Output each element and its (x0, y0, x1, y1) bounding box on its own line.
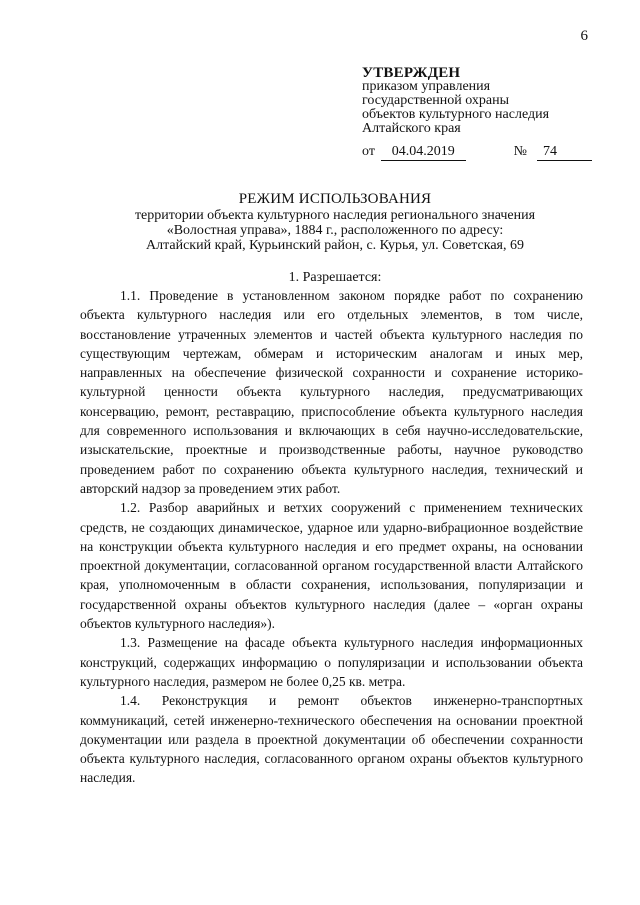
paragraph-1-3: 1.3. Размещение на фасаде объекта культурного наследия информационных конструкций, содержащих информацию о популяризации и использовании объекта культурного наследия, размером не более 0,25 кв. метра. (80, 635, 583, 689)
document-subtitle-line: территории объекта культурного наследия регионального значения (134, 208, 536, 223)
approval-heading: УТВЕРЖДЕН (362, 65, 461, 81)
document-title-block (80, 192, 590, 253)
page-number: 6 (580, 28, 588, 44)
approval-line: приказом управления (362, 79, 491, 94)
number-label: № (513, 144, 528, 159)
document-subtitle-line: Алтайский край, Курьинский район, с. Курья, ул. Советская, 69 (146, 238, 524, 253)
date-prefix: от (362, 144, 375, 159)
approval-line: объектов культурного наследия (362, 107, 550, 122)
approval-line: Алтайского края (362, 121, 461, 136)
paragraph-1-2: 1.2. Разбор аварийных и ветхих сооружений с применением технических средств, не создающих динамическое, ударное или ударно-вибрационное воздействие на конструкции объекта культурного наследия и его предмет охраны, на основании проектной документации, согласованной органом государственной власти Алтайского края, уполномоченным в области сохранения, использования, популяризации и государственной охраны объектов культурного наследия (далее – «орган охраны объектов культурного наследия»). (80, 500, 583, 632)
approval-date: 04.04.2019 (381, 144, 466, 161)
document-subtitle-line: «Волостная управа», 1884 г., расположенного по адресу: (166, 223, 504, 238)
paragraph-1-4: 1.4. Реконструкция и ремонт объектов инженерно-транспортных коммуникаций, сетей инженерно-технического обеспечения на основании проектной документации или раздела в проектной документации об обеспечении сохранности объекта культурного наследия, согласованного органом охраны объектов культурного наследия. (80, 693, 583, 786)
paragraph-1-1: 1.1. Проведение в установленном законом порядке работ по сохранению объекта культурного наследия или его отдельных элементов, в том числе, восстановление утраченных элементов и частей объекта культурного наследия по существующим чертежам, обмерам и историческим аналогам и иных мер, направленных на обеспечение физической сохранности и сохранение историко-культурной ценности объекта культурного наследия, предусматривающих консервацию, ремонт, реставрацию, приспособление объекта культурного наследия для современного использования и включающих в себя научно-исследовательские, изыскательские, проектные и производственные работы, научное руководство проведением работ по сохранению объекта культурного наследия, технический и авторский надзор за проведением этих работ. (80, 288, 583, 496)
approval-number: 74 (537, 144, 592, 161)
approval-stamp (362, 66, 592, 161)
document-title: РЕЖИМ ИСПОЛЬЗОВАНИЯ (238, 191, 432, 207)
section-heading: 1. Разрешается: (288, 270, 382, 285)
document-body (80, 286, 583, 788)
approval-date-number (362, 144, 592, 161)
approval-line: государственной охраны (362, 93, 510, 108)
